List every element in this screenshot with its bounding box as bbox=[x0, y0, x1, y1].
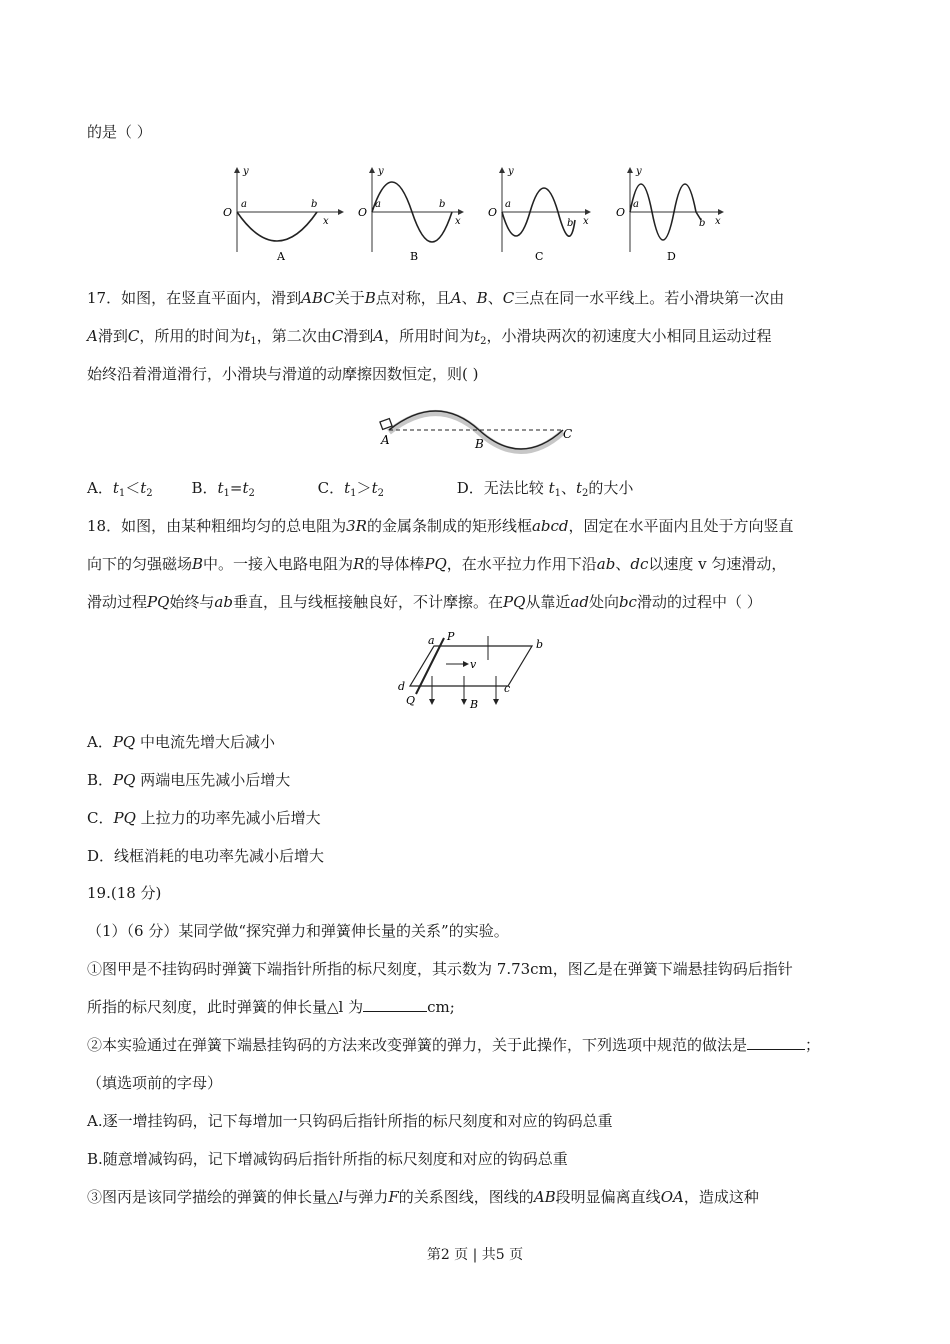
q17-option-b: B．$t_1=t_2$ bbox=[191, 479, 255, 499]
axis-y-label: y bbox=[508, 166, 514, 177]
origin-label: O bbox=[358, 206, 368, 219]
graph-b-label: B bbox=[410, 250, 419, 263]
q17-option-d: D．无法比较 $t_1$、$t_2$的大小 bbox=[456, 479, 634, 499]
q17-option-a: A．$t_1<t_2$ bbox=[87, 479, 153, 499]
axis-y-label: y bbox=[636, 166, 642, 177]
q16-wave-figure bbox=[215, 160, 735, 270]
point-a-label: a bbox=[241, 199, 247, 210]
rod-end-p: P bbox=[447, 630, 455, 643]
q19-part1: （1）（6 分）某同学做“探究弹力和弹簧伸长量的关系”的实验。 bbox=[87, 922, 509, 940]
q19-header: 19.(18 分) bbox=[87, 884, 162, 902]
q18-option-b: B．PQ 两端电压先减小后增大 bbox=[87, 771, 291, 789]
q18-line-1: 18．如图，由某种粗细均匀的总电阻为3R的金属条制成的矩形线框abcd，固定在水平面内且处于方向竖直 bbox=[87, 517, 794, 535]
point-b-label: b bbox=[439, 199, 446, 210]
point-a-label: a bbox=[633, 199, 639, 210]
answer-blank-1[interactable] bbox=[363, 997, 427, 1012]
page-footer: 第2 页 | 共5 页 bbox=[426, 1247, 524, 1263]
axis-x-label: x bbox=[323, 216, 329, 227]
graph-b bbox=[358, 166, 463, 263]
graph-d bbox=[616, 166, 723, 263]
q19-item2: ②本实验通过在弹簧下端悬挂钩码的方法来改变弹簧的弹力，关于此操作，下列选项中规范的做法是 ； bbox=[87, 1036, 821, 1054]
graph-c bbox=[488, 166, 590, 263]
point-a-label: a bbox=[505, 199, 511, 210]
graph-c-label: C bbox=[535, 250, 544, 263]
field-label: B bbox=[470, 698, 479, 711]
origin-label: O bbox=[616, 206, 626, 219]
frame-corner-b: b bbox=[536, 638, 544, 651]
graph-a-label: A bbox=[277, 250, 285, 263]
axis-x-label: x bbox=[455, 216, 461, 227]
q19-item3: ③图丙是该同学描绘的弹簧的伸长量△l与弹力F的关系图线，图线的AB段明显偏离直线OA，造成这种 bbox=[87, 1188, 759, 1206]
rod-end-q: Q bbox=[406, 694, 416, 707]
origin-label: O bbox=[223, 206, 233, 219]
q18-option-a: A．PQ 中电流先增大后减小 bbox=[87, 733, 276, 751]
q17-track-figure bbox=[375, 404, 575, 464]
q17-line-3: 始终沿着滑道滑行，小滑块与滑道的动摩擦因数恒定，则( ) bbox=[87, 365, 479, 383]
q17-line-1: 17．如图，在竖直平面内，滑到ABC关于B点对称，且A、B、C三点在同一水平线上。若小滑块第一次由 bbox=[87, 289, 785, 307]
q19-item2-note: （填选项前的字母） bbox=[87, 1074, 223, 1092]
q17-line-2: A滑到C，所用的时间为$t_1$，第二次由C滑到A，所用时间为$t_2$，小滑块两次的初速度大小相同且运动过程 bbox=[87, 327, 772, 347]
axis-x-label: x bbox=[715, 216, 721, 227]
axis-x-label: x bbox=[583, 216, 589, 227]
q19-item1-cont: 所指的标尺刻度，此时弹簧的伸长量△l 为 cm; bbox=[87, 998, 455, 1016]
q17-option-c: C．$t_1>t_2$ bbox=[317, 479, 384, 499]
track-point-b: B bbox=[475, 437, 484, 451]
q18-option-c: C．PQ 上拉力的功率先减小后增大 bbox=[87, 809, 321, 827]
point-b-label: b bbox=[699, 218, 706, 229]
q19-item1: ①图甲是不挂钩码时弹簧下端指针所指的标尺刻度，其示数为 7.73cm，图乙是在弹簧下端悬挂钩码后指针 bbox=[87, 960, 793, 978]
graph-a bbox=[223, 166, 343, 263]
q16-tail: 的是（ ） bbox=[87, 123, 152, 141]
origin-label: O bbox=[488, 206, 498, 219]
q19-choice-a: A.逐一增挂钩码，记下每增加一只钩码后指针所指的标尺刻度和对应的钩码总重 bbox=[87, 1112, 613, 1130]
q18-frame-figure bbox=[392, 628, 562, 712]
q18-line-3: 滑动过程PQ始终与ab垂直，且与线框接触良好，不计摩擦。在PQ从靠近ad处向bc滑动的过程中（ ） bbox=[87, 593, 762, 611]
answer-blank-2[interactable] bbox=[747, 1035, 805, 1050]
track-point-c: C bbox=[563, 427, 573, 441]
axis-y-label: y bbox=[378, 166, 384, 177]
point-a-label: a bbox=[375, 199, 381, 210]
point-b-label: b bbox=[311, 199, 318, 210]
track-point-a: A bbox=[381, 433, 390, 447]
axis-y-label: y bbox=[243, 166, 249, 177]
graph-d-label: D bbox=[667, 250, 676, 263]
velocity-label: v bbox=[470, 658, 477, 671]
frame-corner-a: a bbox=[428, 634, 435, 647]
frame-corner-c: c bbox=[504, 682, 511, 695]
q18-option-d: D．线框消耗的电功率先减小后增大 bbox=[87, 847, 325, 865]
q19-choice-b: B.随意增减钩码，记下增减钩码后指针所指的标尺刻度和对应的钩码总重 bbox=[87, 1150, 568, 1168]
q17-options bbox=[87, 478, 633, 504]
frame-corner-d: d bbox=[398, 680, 406, 693]
q18-line-2: 向下的匀强磁场B中。一接入电路电阻为R的导体棒PQ，在水平拉力作用下沿ab、dc以速度 v 匀速滑动， bbox=[87, 555, 787, 573]
point-b-label: b bbox=[567, 218, 574, 229]
